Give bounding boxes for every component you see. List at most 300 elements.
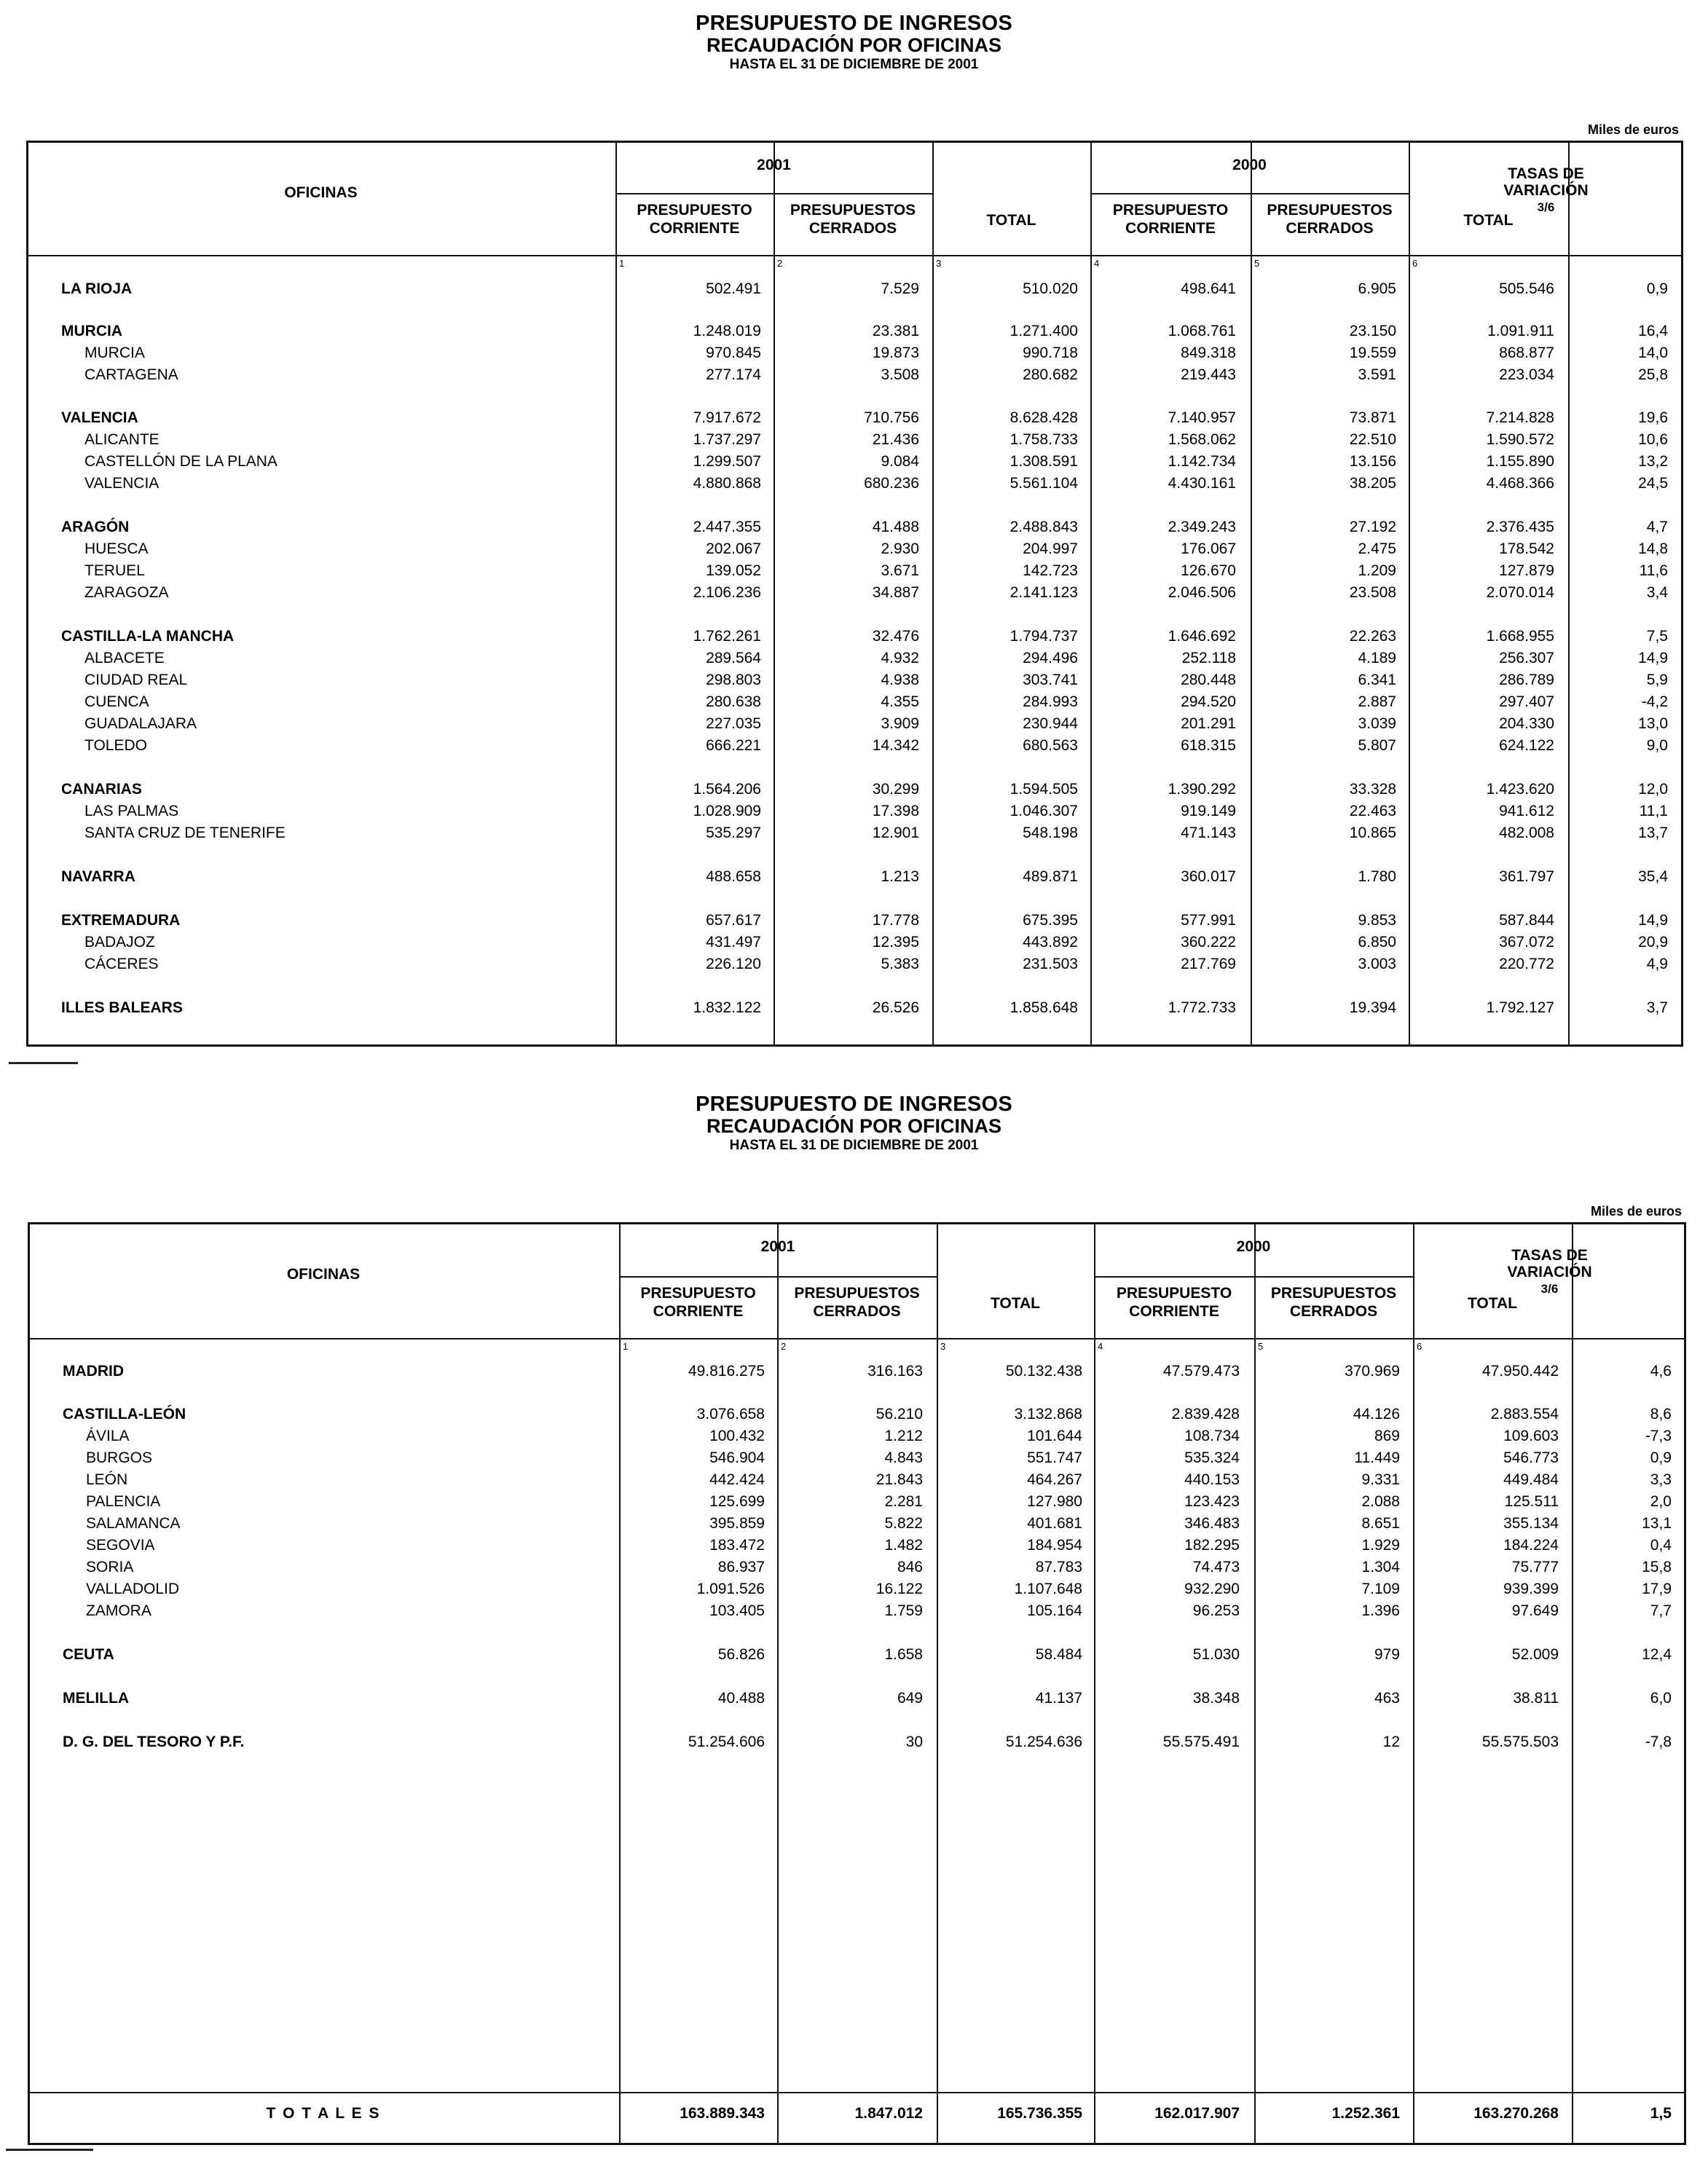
office-label: SEGOVIA	[86, 1537, 155, 1554]
data-cell: 990.718	[1023, 345, 1078, 361]
data-cell: 127.980	[1027, 1493, 1082, 1510]
data-cell: 587.844	[1499, 912, 1554, 929]
data-cell: 471.143	[1181, 825, 1236, 841]
data-cell: 226.120	[706, 956, 761, 972]
column-divider	[615, 141, 617, 1047]
data-cell: 223.034	[1499, 366, 1554, 383]
data-cell: 12.395	[872, 934, 919, 951]
data-cell: 38.205	[1349, 475, 1396, 492]
data-cell: 252.118	[1181, 650, 1236, 666]
data-cell: 16.122	[875, 1581, 923, 1597]
data-cell: 624.122	[1499, 737, 1554, 754]
data-cell: 1.155.890	[1486, 453, 1554, 470]
data-cell: 0,9	[1646, 280, 1668, 297]
section-2-heading	[0, 1093, 1708, 1155]
data-cell: 15,8	[1642, 1559, 1672, 1575]
header-variacion: VARIACIÓN	[1507, 1264, 1592, 1280]
data-cell: 2.930	[881, 540, 919, 557]
data-cell: 280.448	[1181, 672, 1236, 688]
data-cell: 1.737.297	[693, 431, 761, 448]
data-cell: 50.132.438	[1005, 1363, 1082, 1380]
header-ratio: 3/6	[1540, 1282, 1559, 1296]
office-label: ÁVILA	[86, 1428, 130, 1444]
data-cell: 47.950.442	[1481, 1363, 1559, 1380]
header-presupuestos-cerrados: CERRADOS	[813, 1303, 901, 1320]
data-cell: 1.209	[1358, 562, 1396, 579]
data-cell: 1.046.307	[1010, 803, 1078, 819]
office-label: VALLADOLID	[86, 1581, 179, 1597]
data-cell: 548.198	[1023, 825, 1078, 841]
column-number: 6	[1417, 1341, 1422, 1352]
data-cell: 5.822	[884, 1515, 923, 1532]
data-cell: 227.035	[706, 715, 761, 732]
data-cell: 6.850	[1358, 934, 1396, 951]
data-cell: 1.564.206	[693, 781, 761, 798]
data-cell: 5,9	[1646, 672, 1668, 688]
data-cell: 13,7	[1638, 825, 1668, 841]
data-cell: 23.381	[872, 323, 919, 339]
data-cell: 298.803	[706, 672, 761, 688]
header-divider	[1094, 1276, 1413, 1278]
data-cell: 1.590.572	[1486, 431, 1554, 448]
data-cell: 618.315	[1181, 737, 1236, 754]
data-cell: 546.904	[709, 1449, 765, 1466]
data-cell: 939.399	[1503, 1581, 1559, 1597]
report-title: PRESUPUESTO DE INGRESOS	[695, 1093, 1013, 1116]
data-cell: 1.271.400	[1010, 323, 1078, 339]
data-cell: 919.149	[1181, 803, 1236, 819]
office-label: VALENCIA	[84, 475, 160, 492]
data-cell: 1.762.261	[693, 628, 761, 645]
header-ratio: 3/6	[1537, 200, 1555, 214]
column-number: 2	[777, 258, 783, 269]
data-cell: 41.488	[872, 519, 919, 535]
column-number: 1	[623, 1341, 629, 1352]
data-cell: 3,7	[1646, 999, 1668, 1016]
data-cell: 11,1	[1639, 803, 1668, 819]
data-cell: 17,9	[1642, 1581, 1672, 1597]
data-cell: 8.651	[1361, 1515, 1400, 1532]
data-cell: 289.564	[706, 650, 761, 666]
data-cell: 2.883.554	[1490, 1406, 1559, 1423]
header-presupuestos-cerrados: PRESUPUESTOS	[790, 202, 916, 219]
data-cell: 231.503	[1023, 956, 1078, 972]
region-label: NAVARRA	[61, 868, 135, 885]
data-cell: 5.383	[881, 956, 919, 972]
data-cell: 1.832.122	[693, 999, 761, 1016]
data-cell: 3.003	[1358, 956, 1396, 972]
data-cell: 17.398	[872, 803, 919, 819]
data-cell: 1.794.737	[1010, 628, 1078, 645]
data-cell: 14,9	[1638, 650, 1668, 666]
data-cell: 30.299	[872, 781, 919, 798]
data-cell: 13.156	[1349, 453, 1396, 470]
region-label: CANARIAS	[61, 781, 142, 798]
data-cell: 4.189	[1358, 650, 1396, 666]
data-cell: 7,5	[1646, 628, 1668, 645]
data-cell: 3.591	[1358, 366, 1396, 383]
totals-cell: 163.270.268	[1473, 2105, 1559, 2122]
data-cell: 869	[1374, 1428, 1400, 1444]
data-cell: 442.424	[709, 1471, 765, 1488]
header-oficinas: OFICINAS	[284, 184, 358, 201]
data-cell: 657.617	[706, 912, 761, 929]
data-cell: 1.107.648	[1014, 1581, 1082, 1597]
data-cell: 176.067	[1181, 540, 1236, 557]
data-cell: 535.297	[706, 825, 761, 841]
data-cell: 1.423.620	[1486, 781, 1554, 798]
data-cell: 58.484	[1035, 1646, 1082, 1663]
data-cell: 40.488	[717, 1690, 765, 1707]
data-cell: 316.163	[867, 1363, 923, 1380]
header-presupuesto-corriente: PRESUPUESTO	[1112, 202, 1229, 219]
data-cell: 219.443	[1181, 366, 1236, 383]
data-cell: 535.324	[1184, 1449, 1240, 1466]
data-cell: 19.873	[872, 345, 919, 361]
header-total: TOTAL	[1467, 1295, 1518, 1312]
data-cell: 22.263	[1349, 628, 1396, 645]
data-cell: 51.254.636	[1005, 1734, 1082, 1750]
data-cell: 970.845	[706, 345, 761, 361]
header-divider	[1090, 193, 1409, 194]
data-cell: 1.091.911	[1487, 323, 1554, 339]
column-number: 1	[619, 258, 625, 269]
data-cell: 4,7	[1646, 519, 1668, 535]
data-cell: 1.858.648	[1010, 999, 1078, 1016]
office-label: SANTA CRUZ DE TENERIFE	[84, 825, 286, 841]
data-cell: 1.304	[1361, 1559, 1400, 1575]
data-cell: 24,5	[1638, 475, 1668, 492]
region-label: MELILLA	[63, 1690, 129, 1707]
header-presupuestos-cerrados: PRESUPUESTOS	[1267, 202, 1393, 219]
column-number: 4	[1094, 258, 1100, 269]
data-cell: 449.484	[1503, 1471, 1559, 1488]
data-cell: 220.772	[1499, 956, 1554, 972]
office-label: PALENCIA	[86, 1493, 161, 1510]
table-2-frame	[28, 1222, 1686, 2145]
data-cell: 502.491	[706, 280, 761, 297]
totals-divider	[28, 2092, 1686, 2093]
data-cell: 56.210	[875, 1406, 923, 1423]
data-cell: 1.299.507	[693, 453, 761, 470]
column-divider	[774, 141, 775, 1047]
data-cell: 87.783	[1035, 1559, 1082, 1575]
data-cell: 21.843	[875, 1471, 923, 1488]
column-divider	[1251, 141, 1252, 1047]
report-date: HASTA EL 31 DE DICIEMBRE DE 2001	[729, 57, 979, 72]
data-cell: 1.646.692	[1168, 628, 1236, 645]
data-cell: 182.295	[1184, 1537, 1240, 1554]
header-presupuestos-cerrados: PRESUPUESTOS	[794, 1285, 920, 1302]
data-cell: 56.826	[717, 1646, 765, 1663]
data-cell: 7,7	[1650, 1602, 1672, 1619]
data-cell: 675.395	[1023, 912, 1078, 929]
data-cell: 51.030	[1192, 1646, 1240, 1663]
totals-cell: 162.017.907	[1154, 2105, 1240, 2122]
report-title: PRESUPUESTO DE INGRESOS	[695, 12, 1013, 35]
data-cell: 463	[1374, 1690, 1400, 1707]
data-cell: 649	[897, 1690, 923, 1707]
data-cell: 846	[897, 1559, 923, 1575]
data-cell: 32.476	[872, 628, 919, 645]
office-label: CIUDAD REAL	[84, 672, 188, 688]
data-cell: 4.430.161	[1168, 475, 1236, 492]
data-cell: 2.447.355	[693, 519, 761, 535]
data-cell: 280.638	[706, 693, 761, 710]
office-label: HUESCA	[84, 540, 149, 557]
data-cell: 3.508	[881, 366, 919, 383]
header-tasas: TASAS DE	[1511, 1247, 1588, 1264]
data-cell: 2.887	[1358, 693, 1396, 710]
data-cell: 4,6	[1650, 1363, 1672, 1380]
office-label: MURCIA	[84, 345, 145, 361]
totals-cell: 163.889.343	[680, 2105, 765, 2122]
data-cell: 431.497	[706, 934, 761, 951]
data-cell: 941.612	[1499, 803, 1554, 819]
header-variacion: VARIACIÓN	[1503, 182, 1589, 199]
data-cell: 577.991	[1181, 912, 1236, 929]
data-cell: 184.224	[1503, 1537, 1559, 1554]
data-cell: 7.917.672	[693, 409, 761, 426]
data-cell: 19,6	[1638, 409, 1668, 426]
data-cell: 25,8	[1638, 366, 1668, 383]
scan-artifact	[6, 2149, 93, 2151]
data-cell: 2.088	[1361, 1493, 1400, 1510]
header-presupuesto-corriente: CORRIENTE	[1125, 220, 1216, 237]
data-cell: 2.070.014	[1486, 584, 1554, 601]
column-divider	[1090, 141, 1092, 1047]
data-cell: 123.423	[1184, 1493, 1240, 1510]
header-presupuesto-corriente: PRESUPUESTO	[637, 202, 752, 219]
header-presupuesto-corriente: CORRIENTE	[653, 1303, 744, 1320]
office-label: TERUEL	[84, 562, 145, 579]
data-cell: 230.944	[1023, 715, 1078, 732]
data-cell: 204.330	[1499, 715, 1554, 732]
office-label: CÁCERES	[84, 956, 159, 972]
data-cell: 1.668.955	[1486, 628, 1554, 645]
data-cell: 2.106.236	[693, 584, 761, 601]
data-cell: 1.658	[884, 1646, 923, 1663]
data-cell: 49.816.275	[688, 1363, 765, 1380]
data-cell: 1.594.505	[1010, 781, 1078, 798]
data-cell: 14,8	[1638, 540, 1668, 557]
data-cell: 666.221	[706, 737, 761, 754]
data-cell: 1.212	[884, 1428, 923, 1444]
column-number: 5	[1258, 1341, 1264, 1352]
data-cell: 546.773	[1503, 1449, 1559, 1466]
data-cell: 201.291	[1181, 715, 1236, 732]
region-label: LA RIOJA	[61, 280, 133, 297]
report-subtitle: RECAUDACIÓN POR OFICINAS	[706, 1115, 1001, 1137]
totals-cell: 1.847.012	[854, 2105, 923, 2122]
office-label: LAS PALMAS	[84, 803, 179, 819]
data-cell: 22.510	[1349, 431, 1396, 448]
header-presupuesto-corriente: CORRIENTE	[1129, 1303, 1219, 1320]
data-cell: 178.542	[1499, 540, 1554, 557]
header-year-2000: 2000	[1236, 1238, 1271, 1255]
data-cell: 11.449	[1354, 1449, 1400, 1466]
data-cell: 367.072	[1499, 934, 1554, 951]
data-cell: 12,4	[1642, 1646, 1672, 1663]
data-cell: 126.670	[1181, 562, 1236, 579]
data-cell: 4.880.868	[693, 475, 761, 492]
data-cell: 1.759	[884, 1602, 923, 1619]
data-cell: 6,0	[1650, 1690, 1672, 1707]
data-cell: 3.132.868	[1014, 1406, 1082, 1423]
data-cell: 7.529	[881, 280, 919, 297]
header-presupuesto-corriente: PRESUPUESTO	[640, 1285, 756, 1302]
data-cell: 280.682	[1023, 366, 1078, 383]
office-label: ALICANTE	[84, 431, 160, 448]
data-cell: 4.355	[881, 693, 919, 710]
data-cell: 13,2	[1638, 453, 1668, 470]
data-cell: 14.342	[872, 737, 919, 754]
header-year-2000: 2000	[1232, 157, 1267, 173]
data-cell: 2.488.843	[1010, 519, 1078, 535]
column-divider	[932, 141, 934, 1047]
data-cell: 17.778	[872, 912, 919, 929]
header-divider	[619, 1276, 937, 1278]
data-cell: 510.020	[1023, 280, 1078, 297]
data-cell: 75.777	[1511, 1559, 1559, 1575]
totals-cell: 165.736.355	[997, 2105, 1082, 2122]
data-cell: 551.747	[1027, 1449, 1082, 1466]
data-cell: 443.892	[1023, 934, 1078, 951]
data-cell: 44.126	[1353, 1406, 1400, 1423]
data-cell: 361.797	[1499, 868, 1554, 885]
data-cell: 109.603	[1503, 1428, 1559, 1444]
totals-cell: 1,5	[1650, 2105, 1672, 2122]
office-label: CUENCA	[84, 693, 149, 710]
column-divider	[619, 1222, 621, 2145]
data-cell: 51.254.606	[688, 1734, 765, 1750]
data-cell: 303.741	[1023, 672, 1078, 688]
office-label: LEÓN	[86, 1471, 128, 1488]
data-cell: 7.214.828	[1486, 409, 1554, 426]
data-cell: 27.192	[1349, 519, 1396, 535]
column-number: 5	[1254, 258, 1260, 269]
column-divider	[1572, 1222, 1573, 2145]
header-bottom-line	[26, 255, 1683, 256]
data-cell: 4,9	[1646, 956, 1668, 972]
data-cell: 13,1	[1642, 1515, 1672, 1532]
data-cell: 9,0	[1646, 737, 1668, 754]
data-cell: 35,4	[1638, 868, 1668, 885]
office-label: CARTAGENA	[84, 366, 178, 383]
data-cell: 7.140.957	[1168, 409, 1236, 426]
data-cell: 849.318	[1181, 345, 1236, 361]
data-cell: 73.871	[1349, 409, 1396, 426]
data-cell: 1.772.733	[1168, 999, 1236, 1016]
data-cell: 277.174	[706, 366, 761, 383]
data-cell: 103.405	[709, 1602, 765, 1619]
column-number: 3	[936, 258, 942, 269]
data-cell: 489.871	[1023, 868, 1078, 885]
data-cell: 96.253	[1192, 1602, 1240, 1619]
office-label: TOLEDO	[84, 737, 147, 754]
column-divider	[777, 1222, 779, 2145]
data-cell: 1.482	[884, 1537, 923, 1554]
data-cell: 74.473	[1192, 1559, 1240, 1575]
data-cell: 2.349.243	[1168, 519, 1236, 535]
data-cell: 55.575.491	[1162, 1734, 1240, 1750]
column-number: 2	[781, 1341, 787, 1352]
office-label: BADAJOZ	[84, 934, 155, 951]
data-cell: 9.084	[881, 453, 919, 470]
data-cell: 284.993	[1023, 693, 1078, 710]
data-cell: 30	[905, 1734, 923, 1750]
data-cell: 21.436	[872, 431, 919, 448]
header-presupuestos-cerrados: CERRADOS	[1286, 220, 1374, 237]
data-cell: 34.887	[872, 584, 919, 601]
data-cell: 33.328	[1349, 781, 1396, 798]
data-cell: 38.811	[1513, 1690, 1559, 1707]
data-cell: 22.463	[1349, 803, 1396, 819]
header-presupuestos-cerrados: CERRADOS	[1289, 1303, 1378, 1320]
data-cell: 680.563	[1023, 737, 1078, 754]
header-bottom-line	[28, 1338, 1686, 1339]
data-cell: 16,4	[1638, 323, 1668, 339]
data-cell: 1.142.734	[1168, 453, 1236, 470]
data-cell: 125.511	[1504, 1493, 1559, 1510]
header-presupuesto-corriente: CORRIENTE	[649, 220, 740, 237]
data-cell: 286.789	[1499, 672, 1554, 688]
data-cell: 498.641	[1181, 280, 1236, 297]
data-cell: 2,0	[1650, 1493, 1672, 1510]
data-cell: 1.213	[881, 868, 919, 885]
data-cell: 204.997	[1023, 540, 1078, 557]
data-cell: 105.164	[1027, 1602, 1082, 1619]
data-cell: 6.341	[1358, 672, 1396, 688]
office-label: ZARAGOZA	[84, 584, 169, 601]
data-cell: 2.475	[1358, 540, 1396, 557]
data-cell: 108.734	[1184, 1428, 1240, 1444]
data-cell: 1.068.761	[1168, 323, 1236, 339]
data-cell: 979	[1374, 1646, 1400, 1663]
data-cell: 1.248.019	[693, 323, 761, 339]
header-presupuesto-corriente: PRESUPUESTO	[1116, 1285, 1232, 1302]
data-cell: 13,0	[1638, 715, 1668, 732]
column-divider	[1409, 141, 1410, 1047]
data-cell: 1.091.526	[696, 1581, 765, 1597]
data-cell: 1.308.591	[1010, 453, 1078, 470]
data-cell: 23.150	[1349, 323, 1396, 339]
data-cell: 1.390.292	[1168, 781, 1236, 798]
office-label: SORIA	[86, 1559, 134, 1575]
data-cell: 3.909	[881, 715, 919, 732]
data-cell: 2.281	[884, 1493, 923, 1510]
data-cell: 183.472	[709, 1537, 765, 1554]
data-cell: 3.076.658	[696, 1406, 765, 1423]
region-label: MADRID	[63, 1363, 124, 1380]
data-cell: 1.396	[1361, 1602, 1400, 1619]
data-cell: 9.853	[1358, 912, 1396, 929]
data-cell: 370.969	[1345, 1363, 1400, 1380]
data-cell: 2.376.435	[1486, 519, 1554, 535]
data-cell: 2.141.123	[1010, 584, 1078, 601]
data-cell: 440.153	[1184, 1471, 1240, 1488]
data-cell: 19.559	[1349, 345, 1396, 361]
data-cell: 3.039	[1358, 715, 1396, 732]
data-cell: 97.649	[1511, 1602, 1559, 1619]
data-cell: 14,0	[1638, 345, 1668, 361]
data-cell: 8,6	[1650, 1406, 1672, 1423]
data-cell: 184.954	[1027, 1537, 1082, 1554]
data-cell: 12	[1382, 1734, 1400, 1750]
data-cell: 41.137	[1035, 1690, 1082, 1707]
column-number: 3	[940, 1341, 946, 1352]
header-tasas: TASAS DE	[1508, 165, 1584, 182]
